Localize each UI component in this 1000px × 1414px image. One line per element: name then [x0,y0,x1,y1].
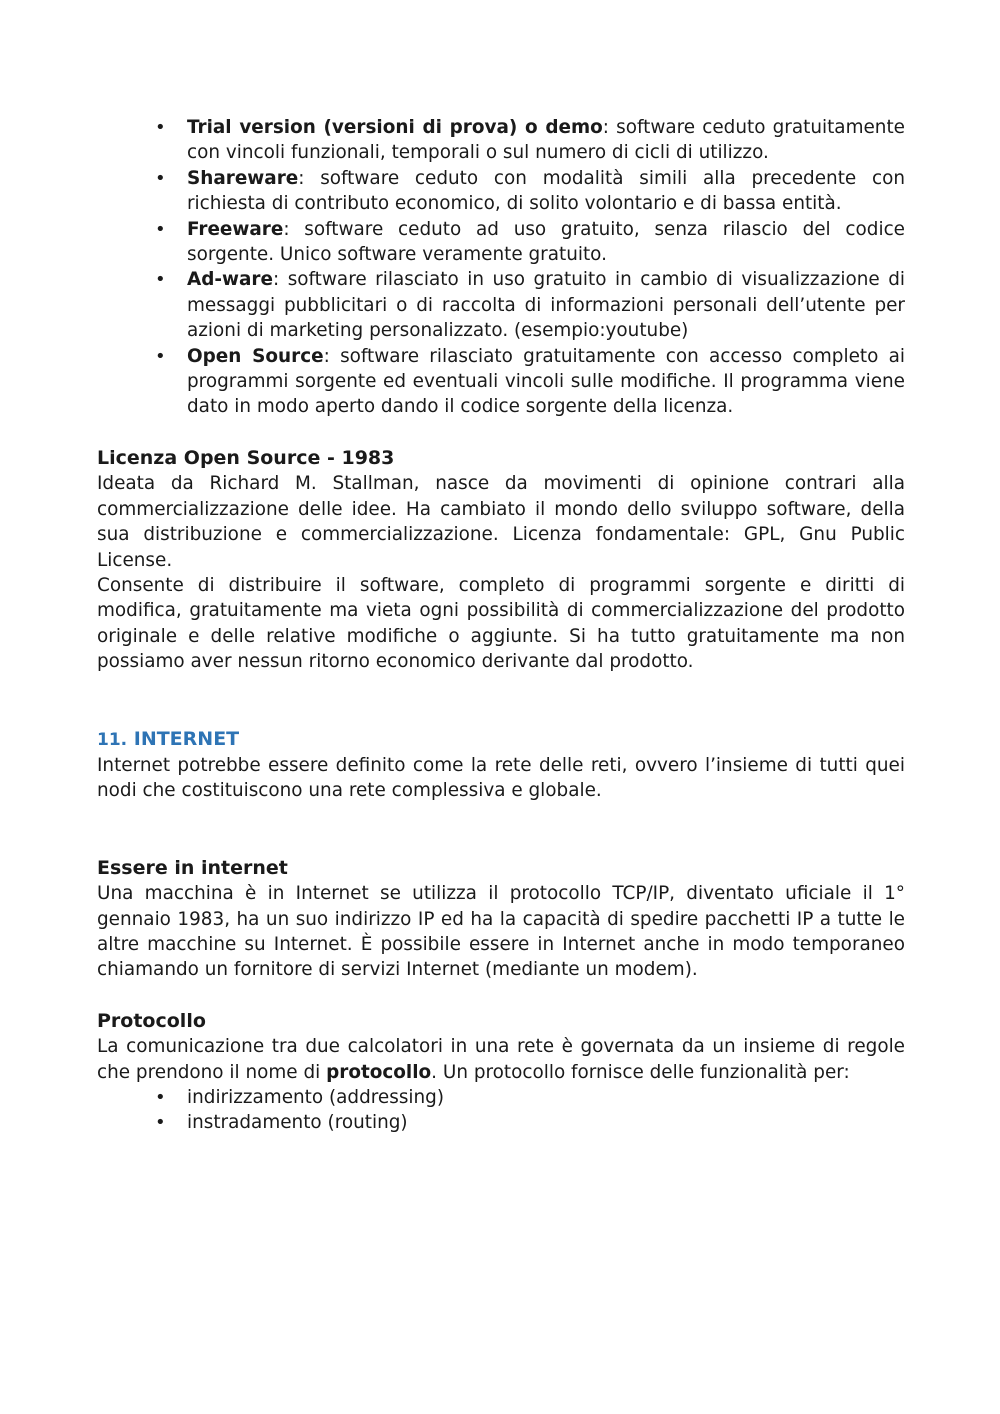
essere-heading: Essere in internet [97,856,288,879]
list-item-text: instradamento (routing) [187,1112,408,1134]
list-item [155,166,905,217]
protocollo-term: protocollo [326,1061,432,1083]
list-item [155,267,905,343]
protocollo-paragraph [97,1034,905,1085]
protocollo-text-after: . Un protocollo fornisce delle funzionalità per: [431,1061,850,1083]
bullet-icon: • [155,218,166,240]
open-source-paragraph-2: Consente di distribuire il software, completo di programmi sorgente e diritti di modifica, gratuitamente ma vieta ogni possibilità di commercializzazione del prodotto originale e delle relative modifiche o aggiunte. Si ha tutto gratuitamente ma non possiamo aver nessun ritorno economico derivante dal prodotto. [97,574,905,673]
license-type-list [97,115,905,420]
internet-paragraph: Internet potrebbe essere definito come la rete delle reti, ovvero l’insieme di tutti quei nodi che costituiscono una rete complessiva e globale. [97,754,905,802]
list-item-text: : software rilasciato in uso gratuito in cambio di visualizzazione di messaggi pubblicitari o di raccolta di informazioni personali dell’utente per azioni di marketing personalizzato. (esempio:youtube) [187,269,905,342]
bullet-icon: • [155,1087,166,1108]
list-item-term: Ad-ware [187,269,273,291]
list-item [155,217,905,268]
list-item-term: Freeware [187,218,284,240]
list-item [155,1110,905,1135]
list-item-term: Trial version (versioni di prova) o demo [187,117,603,138]
list-item-term: Open Source [187,345,324,367]
bullet-icon: • [155,117,166,138]
open-source-paragraph-1: Ideata da Richard M. Stallman, nasce da movimenti di opinione contrari alla commercializzazione delle idee. Ha cambiato il mondo dello sviluppo software, della sua distribuzione e commercializzazione. Licenza fondamentale: GPL, Gnu Public License. [97,473,905,571]
list-item [155,344,906,420]
chapter-title: INTERNET [133,727,240,750]
bullet-icon: • [155,1112,166,1134]
list-item-text: : software ceduto gratuitamente con vincoli funzionali, temporali o sul numero di cicli di utilizzo. [187,117,905,164]
protocol-function-list [97,1085,905,1136]
open-source-heading: Licenza Open Source - 1983 [97,446,395,469]
essere-paragraph: Una macchina è in Internet se utilizza il protocollo TCP/IP, diventato uﬁciale il 1° gennaio 1983, ha un suo indirizzo IP ed ha la capacità di spedire pacchetti IP a tutte le altre macchine su Internet. È possibile essere in Internet anche in modo temporaneo chiamando un fornitore di servizi Internet (mediante un modem). [97,883,905,981]
bullet-icon: • [155,167,166,189]
list-item-text: : software rilasciato gratuitamente con accesso completo ai programmi sorgente ed eventuali vincoli sulle modifiche. Il programma viene dato in modo aperto dando il codice sorgente della licenza. [187,345,906,418]
list-item [155,1085,905,1110]
protocollo-text-before: La comunicazione tra due calcolatori in una rete è governata da un insieme di regole che prendono il nome di [97,1036,905,1083]
chapter-number: 11. [97,729,128,750]
list-item-text: : software ceduto con modalità simili alla precedente con richiesta di contributo economico, di solito volontario e di bassa entità. [187,167,905,215]
list-item-text: indirizzamento (addressing) [187,1087,445,1108]
list-item-term: Shareware [187,167,299,189]
document-page [97,115,905,1136]
bullet-icon: • [155,345,166,367]
bullet-icon: • [155,269,166,291]
protocollo-heading: Protocollo [97,1009,206,1032]
list-item [155,115,905,166]
list-item-text: : software ceduto ad uso gratuito, senza rilascio del codice sorgente. Unico software veramente gratuito. [187,218,905,266]
chapter-heading [97,727,905,753]
